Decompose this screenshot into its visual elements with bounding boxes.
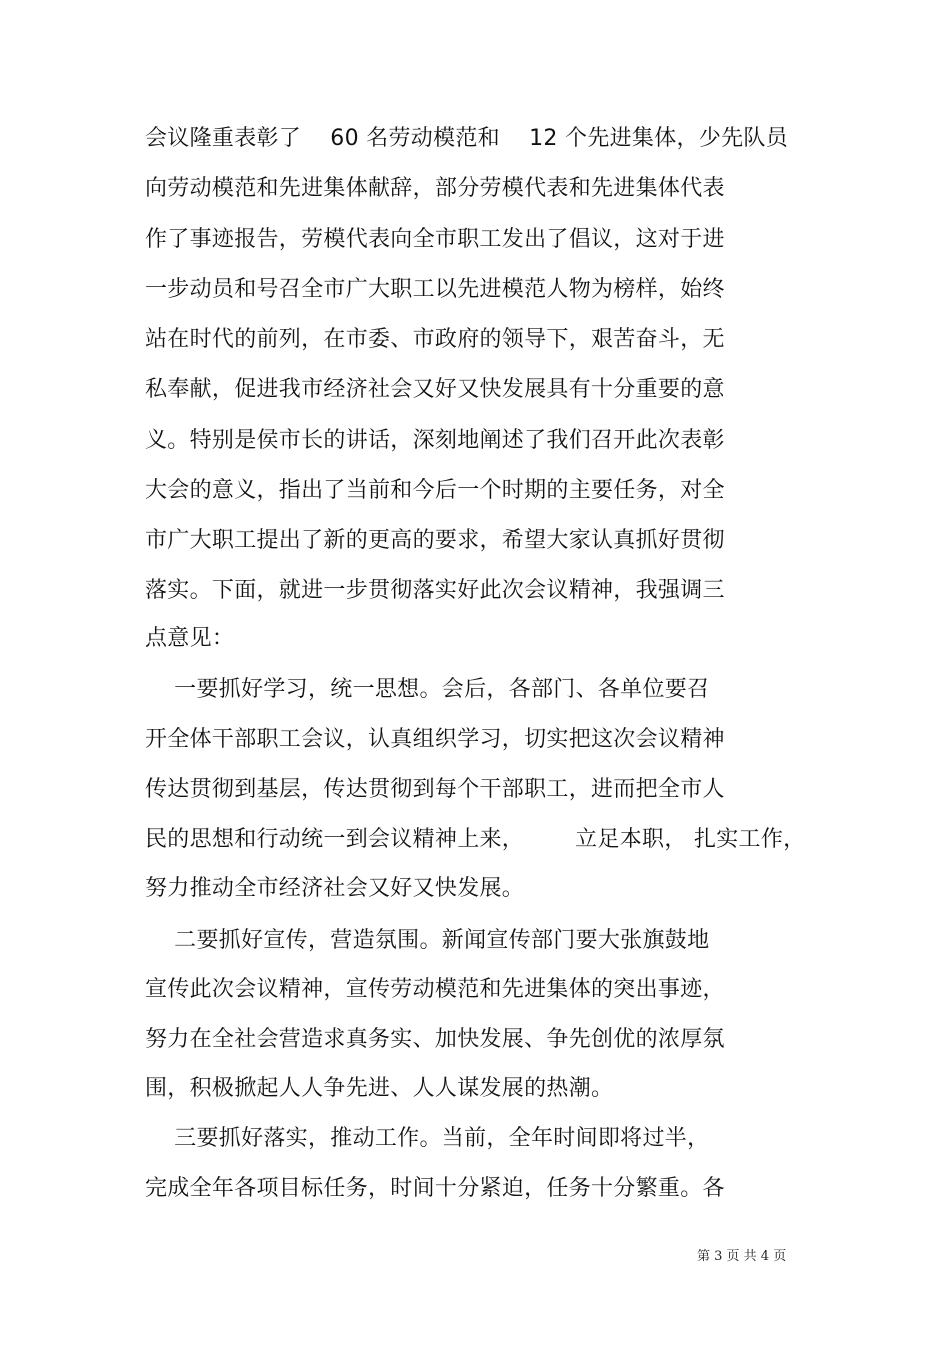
text-line: 围，积极掀起人人争先进、人人谋发展的热潮。 [145, 1076, 614, 1101]
text-line: 作了事迹报告，劳模代表向全市职工发出了倡议，这对于进 [145, 227, 725, 252]
text-line: 完成全年各项目标任务，时间十分紧迫，任务十分繁重。各 [145, 1176, 725, 1201]
text-line: 落实。下面，就进一步贯彻落实好此次会议精神，我强调三 [145, 578, 725, 603]
text-line: 会议隆重表彰了 60 名劳动模范和 12 个先进集体，少先队员 [145, 126, 789, 151]
text-line: 大会的意义，指出了当前和今后一个时期的主要任务，对全 [145, 478, 725, 503]
text-line: 开全体干部职工会议，认真组织学习，切实把这次会议精神 [145, 727, 725, 752]
text-line: 市广大职工提出了新的更高的要求，希望大家认真抓好贯彻 [145, 528, 725, 553]
text-line: 站在时代的前列，在市委、市政府的领导下，艰苦奋斗，无 [145, 327, 725, 352]
text-line: 二要抓好宣传，营造氛围。新闻宣传部门要大张旗鼓地 [145, 928, 710, 953]
text-line: 一步动员和号召全市广大职工以先进模范人物为榜样，始终 [145, 277, 725, 302]
text-line: 义。特别是侯市长的讲话，深刻地阐述了我们召开此次表彰 [145, 428, 725, 453]
text-line: 三要抓好落实，推动工作。当前，全年时间即将过半， [145, 1126, 710, 1151]
text-line: 向劳动模范和先进集体献辞，部分劳模代表和先进集体代表 [145, 176, 725, 201]
text-line: 点意见： [145, 626, 235, 651]
text-line: 民的思想和行动统一到会议精神上来， 立足本职， 扎实工作， [145, 827, 806, 852]
text-line: 努力推动全市经济社会又好又快发展。 [145, 876, 525, 901]
text-line: 一要抓好学习，统一思想。会后，各部门、各单位要召 [145, 677, 710, 702]
text-line: 宣传此次会议精神，宣传劳动模范和先进集体的突出事迹， [145, 977, 725, 1002]
page-number: 第 3 页 共 4 页 [697, 1249, 787, 1264]
text-line: 传达贯彻到基层，传达贯彻到每个干部职工，进而把全市人 [145, 777, 725, 802]
text-line: 努力在全社会营造求真务实、加快发展、争先创优的浓厚氛 [145, 1027, 725, 1052]
text-line: 私奉献，促进我市经济社会又好又快发展具有十分重要的意 [145, 377, 725, 402]
